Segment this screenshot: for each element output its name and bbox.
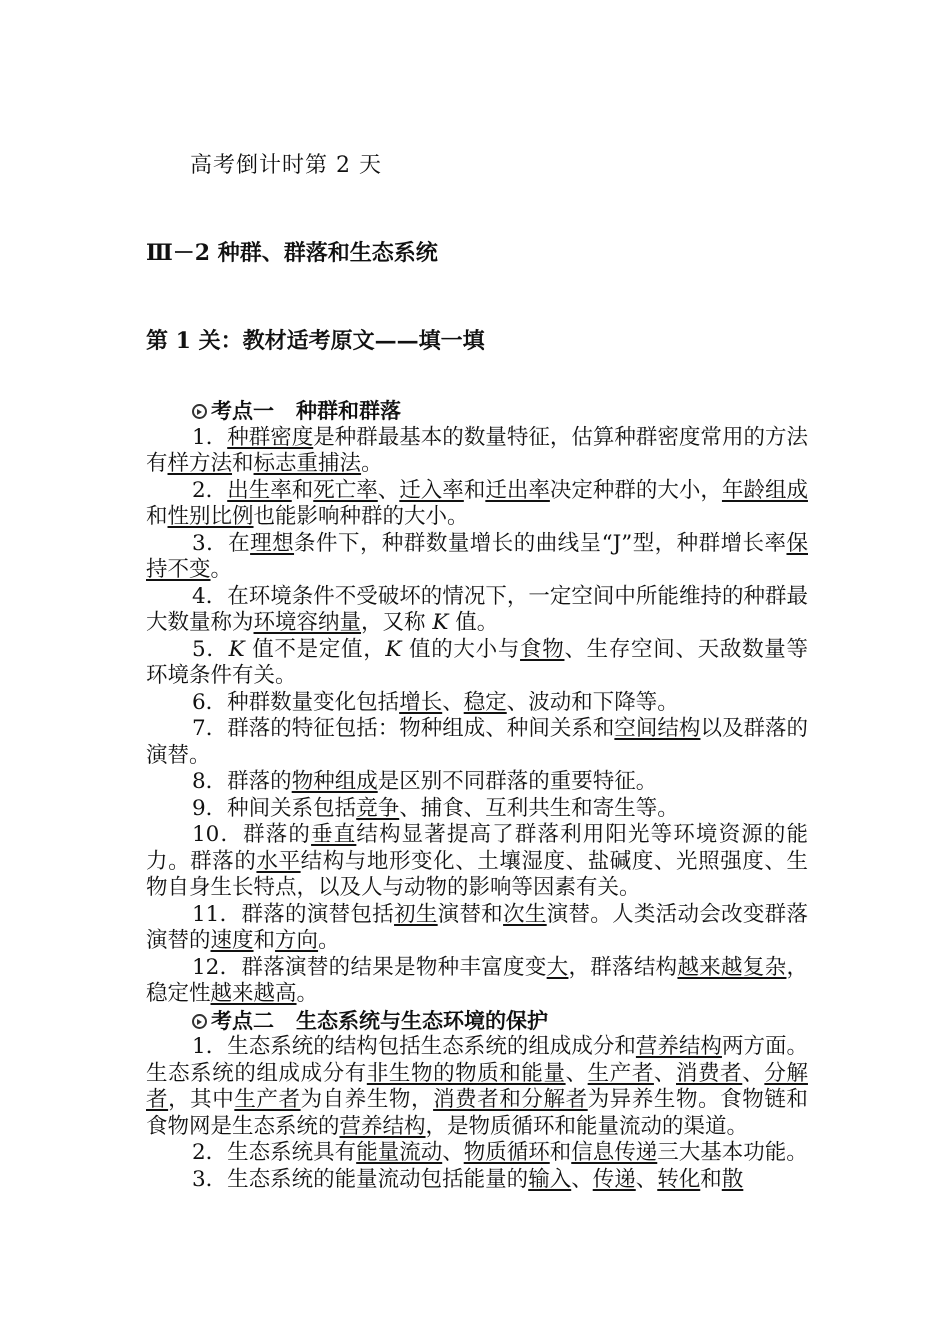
item-text: 10．群落的: [192, 822, 312, 847]
point-heading-2: [146, 1008, 808, 1035]
item-text: 和: [146, 504, 168, 529]
answer-blank: 消费者和分解者: [433, 1087, 588, 1112]
item-text: 6．种群数量变化包括: [192, 689, 400, 715]
answer-blank: 物质循环: [463, 1140, 550, 1165]
point-title: 种群和群落: [296, 399, 401, 423]
item-text: ，稳定性: [146, 954, 808, 1006]
answer-blank: 出生率: [227, 477, 292, 503]
answer-blank: 死亡率: [313, 477, 378, 503]
item-text: 2．: [192, 477, 228, 503]
answer-blank: 竞争: [356, 795, 400, 821]
section-title: Ⅲ－2 种群、群落和生态系统: [146, 240, 438, 266]
point-items-1: [146, 425, 808, 1008]
list-item: [146, 637, 808, 690]
item-text: 结构与地形变化、土壤湿度、盐碱度、光照强度、生物自身生长特点，以及人与动物的影响等因素有关。: [146, 848, 808, 900]
item-text: 三大基本功能。: [657, 1140, 808, 1165]
item-text: 、: [377, 477, 400, 503]
item-text: ，又称: [361, 610, 433, 635]
item-text: K: [228, 636, 245, 662]
item-text: 是区别不同群落的重要特征。: [377, 769, 658, 794]
answer-blank: 次生: [503, 901, 547, 927]
list-item: [146, 796, 808, 823]
item-text: 8．群落的: [192, 769, 292, 794]
point-title: 生态系统与生态环境的保护: [296, 1008, 548, 1033]
item-text: 。: [318, 928, 340, 953]
point-label: 考点二: [211, 1008, 274, 1033]
item-text: 结构显著提高了群落利用阳光等环境资源的能力。群落的: [146, 822, 808, 874]
answer-blank: 标志重捕法: [253, 451, 362, 476]
countdown-heading: 高考倒计时第 2 天: [190, 153, 382, 178]
answer-blank: 理想: [250, 530, 295, 556]
item-text: 9．种间关系包括: [192, 795, 357, 821]
answer-blank: 性别比例: [167, 504, 254, 529]
answer-blank: 越来越高: [210, 981, 297, 1006]
item-text: 7．群落的特征包括：物种组成、种间关系和: [192, 716, 615, 741]
item-text: 12．群落演替的结果是物种丰富度变: [192, 954, 547, 980]
item-text: 3．在: [192, 530, 251, 556]
item-text: 、生存空间、天敌数量等环境条件有关。: [146, 636, 808, 688]
list-item: [146, 955, 808, 1008]
answer-blank: 分解者: [146, 1060, 808, 1112]
item-text: 、捕食、互利共生和寄生等。: [399, 795, 679, 821]
list-item: [146, 425, 808, 478]
item-text: 11．群落的演替包括: [192, 901, 395, 927]
answer-blank: 样方法: [167, 451, 233, 476]
item-text: ，是物质循环和能量流动的渠道。: [425, 1113, 749, 1139]
answer-blank: 传递: [592, 1166, 636, 1192]
item-text: 、: [565, 1060, 588, 1086]
content-body: [146, 398, 808, 1193]
list-item: [146, 478, 808, 531]
item-text: 和: [700, 1166, 722, 1192]
list-item: [146, 769, 808, 796]
item-text: 。: [361, 451, 383, 476]
item-text: 两方面。生态系统的组成成分有: [146, 1034, 808, 1086]
answer-blank: 营养结构: [339, 1113, 426, 1139]
answer-blank: 转化: [657, 1166, 701, 1192]
list-item: [146, 822, 808, 902]
item-text: 为自养生物，: [300, 1087, 434, 1112]
item-text: 演替。人类活动会改变群落演替的: [146, 901, 808, 953]
list-item: [146, 531, 808, 584]
answer-blank: 保持不变: [146, 530, 808, 582]
item-text: 1．: [192, 424, 228, 450]
item-text: K: [432, 610, 449, 635]
answer-blank: 年龄组成: [721, 477, 808, 503]
item-text: 、: [571, 1166, 593, 1192]
point-label: 考点一: [211, 399, 274, 423]
item-text: 演替和: [437, 901, 504, 927]
item-text: 、: [742, 1060, 765, 1086]
answer-blank: 增长: [399, 689, 443, 715]
item-text: 值不是定值，: [244, 636, 386, 662]
list-item: [146, 1034, 808, 1140]
answer-blank: 环境容纳量: [253, 610, 362, 635]
item-text: ，群落结构: [568, 954, 678, 980]
item-text: 为异养生物。食物链和食物网是生态系统的: [146, 1087, 808, 1139]
item-text: 3．生态系统的能量流动包括能量的: [192, 1166, 529, 1192]
item-text: 和: [232, 451, 254, 476]
answer-blank: 速度: [210, 928, 254, 953]
answer-blank: 生产者: [587, 1060, 654, 1086]
item-text: 、: [442, 689, 464, 715]
answer-blank: 方向: [275, 928, 319, 953]
item-text: 。: [296, 981, 319, 1006]
answer-blank: 初生: [394, 901, 438, 927]
item-text: 1．生态系统的结构包括生态系统的组成成分和: [192, 1034, 636, 1059]
item-text: K: [385, 636, 402, 662]
answer-blank: 生产者: [234, 1087, 301, 1112]
list-item: [146, 716, 808, 769]
answer-blank: 垂直: [311, 822, 357, 847]
item-text: 和: [291, 477, 314, 503]
answer-blank: 稳定: [463, 689, 507, 715]
arrow-circle-icon: [192, 404, 207, 419]
item-text: 值的大小与: [401, 636, 521, 662]
item-text: 、: [442, 1140, 464, 1165]
answer-blank: 水平: [256, 848, 301, 874]
answer-blank: 消费者: [676, 1060, 743, 1086]
answer-blank: 散: [721, 1166, 744, 1192]
answer-blank: 物种组成: [291, 769, 378, 794]
answer-blank: 食物: [520, 636, 565, 662]
list-item: [146, 1167, 808, 1194]
item-text: 和: [253, 928, 276, 953]
list-item: [146, 1140, 808, 1167]
list-item: [146, 584, 808, 637]
item-text: 也能影响种群的大小。: [253, 504, 469, 529]
item-text: 和: [549, 1140, 572, 1165]
answer-blank: 大: [546, 954, 569, 980]
item-text: 4．在环境条件不受破坏的情况下，一定空间中所能维持的种群最大数量称为: [146, 583, 808, 635]
item-text: 。: [210, 557, 233, 582]
answer-blank: 种群密度: [227, 424, 314, 450]
answer-blank: 迁出率: [485, 477, 550, 503]
item-text: 决定种群的大小，: [549, 477, 722, 503]
item-text: 和: [463, 477, 486, 503]
item-text: ，其中: [168, 1087, 235, 1112]
item-text: 值。: [448, 610, 499, 635]
answer-blank: 信息传递: [571, 1140, 658, 1165]
item-text: 5．: [192, 636, 229, 662]
item-text: 条件下，种群数量增长的曲线呈“J”型，种群增长率: [294, 530, 787, 556]
answer-blank: 非生物的物质和能量: [366, 1060, 566, 1086]
answer-blank: 迁入率: [399, 477, 464, 503]
answer-blank: 输入: [528, 1166, 572, 1192]
item-text: 、: [653, 1060, 677, 1086]
arrow-circle-icon: [192, 1014, 207, 1029]
item-text: 以及群落的演替。: [146, 716, 808, 768]
answer-blank: 越来越复杂: [677, 954, 787, 980]
level-title: 第 1 关：教材适考原文——填一填: [146, 328, 485, 354]
item-text: 是种群最基本的数量特征，估算种群密度常用的方法有: [146, 424, 808, 476]
list-item: [146, 902, 808, 955]
answer-blank: 空间结构: [614, 716, 701, 741]
point-items-2: [146, 1034, 808, 1193]
answer-blank: 营养结构: [635, 1034, 722, 1059]
item-text: 、波动和下降等。: [506, 689, 679, 715]
answer-blank: 能量流动: [356, 1140, 443, 1165]
item-text: 2．生态系统具有: [192, 1140, 357, 1165]
list-item: [146, 690, 808, 717]
item-text: 、: [635, 1166, 658, 1192]
point-heading-1: [146, 398, 808, 425]
